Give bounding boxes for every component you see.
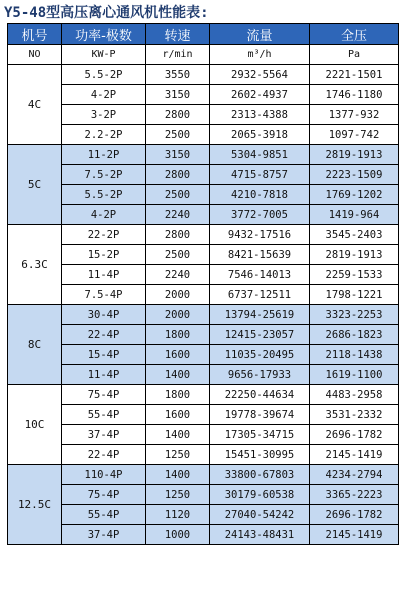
pressure-cell: 1619-1100 xyxy=(310,365,399,385)
flow-cell: 9656-17933 xyxy=(210,365,310,385)
power-cell: 4-2P xyxy=(62,85,146,105)
flow-cell: 24143-48431 xyxy=(210,525,310,545)
header-power: 功率-极数 xyxy=(62,24,146,45)
pressure-cell: 2259-1533 xyxy=(310,265,399,285)
flow-cell: 2065-3918 xyxy=(210,125,310,145)
pressure-cell: 4234-2794 xyxy=(310,465,399,485)
model-cell: 5C xyxy=(8,145,62,225)
header-row xyxy=(8,24,399,45)
table-row xyxy=(8,465,399,485)
speed-cell: 2500 xyxy=(146,125,210,145)
table-row xyxy=(8,365,399,385)
power-cell: 55-4P xyxy=(62,505,146,525)
speed-cell: 2000 xyxy=(146,285,210,305)
flow-cell: 2932-5564 xyxy=(210,65,310,85)
header-pressure: 全压 xyxy=(310,24,399,45)
flow-cell: 3772-7005 xyxy=(210,205,310,225)
power-cell: 3-2P xyxy=(62,105,146,125)
power-cell: 37-4P xyxy=(62,525,146,545)
speed-cell: 3150 xyxy=(146,85,210,105)
model-cell: 4C xyxy=(8,65,62,145)
flow-cell: 5304-9851 xyxy=(210,145,310,165)
model-cell: 10C xyxy=(8,385,62,465)
table-row xyxy=(8,185,399,205)
power-cell: 37-4P xyxy=(62,425,146,445)
pressure-cell: 2221-1501 xyxy=(310,65,399,85)
pressure-cell: 2819-1913 xyxy=(310,245,399,265)
pressure-cell: 1769-1202 xyxy=(310,185,399,205)
speed-cell: 2240 xyxy=(146,205,210,225)
table-row xyxy=(8,525,399,545)
header-model: 机号 xyxy=(8,24,62,45)
power-cell: 30-4P xyxy=(62,305,146,325)
table-row xyxy=(8,425,399,445)
unit-pressure: Pa xyxy=(310,45,399,65)
speed-cell: 2240 xyxy=(146,265,210,285)
flow-cell: 2602-4937 xyxy=(210,85,310,105)
flow-cell: 4210-7818 xyxy=(210,185,310,205)
table-row xyxy=(8,205,399,225)
pressure-cell: 3323-2253 xyxy=(310,305,399,325)
speed-cell: 1400 xyxy=(146,425,210,445)
speed-cell: 1000 xyxy=(146,525,210,545)
page-title: Y5-48型高压离心通风机性能表: xyxy=(4,5,209,21)
table-row xyxy=(8,145,399,165)
flow-cell: 4715-8757 xyxy=(210,165,310,185)
power-cell: 11-4P xyxy=(62,265,146,285)
pressure-cell: 3545-2403 xyxy=(310,225,399,245)
flow-cell: 19778-39674 xyxy=(210,405,310,425)
speed-cell: 2800 xyxy=(146,165,210,185)
flow-cell: 9432-17516 xyxy=(210,225,310,245)
pressure-cell: 2223-1509 xyxy=(310,165,399,185)
speed-cell: 2500 xyxy=(146,185,210,205)
pressure-cell: 1798-1221 xyxy=(310,285,399,305)
units-row xyxy=(8,45,399,65)
power-cell: 7.5-2P xyxy=(62,165,146,185)
table-row xyxy=(8,165,399,185)
flow-cell: 7546-14013 xyxy=(210,265,310,285)
pressure-cell: 2145-1419 xyxy=(310,525,399,545)
pressure-cell: 3531-2332 xyxy=(310,405,399,425)
pressure-cell: 3365-2223 xyxy=(310,485,399,505)
flow-cell: 11035-20495 xyxy=(210,345,310,365)
flow-cell: 6737-12511 xyxy=(210,285,310,305)
pressure-cell: 1419-964 xyxy=(310,205,399,225)
fan-performance-table xyxy=(7,23,399,545)
power-cell: 110-4P xyxy=(62,465,146,485)
flow-cell: 15451-30995 xyxy=(210,445,310,465)
table-row xyxy=(8,105,399,125)
table-row xyxy=(8,385,399,405)
model-cell: 6.3C xyxy=(8,225,62,305)
pressure-cell: 2118-1438 xyxy=(310,345,399,365)
table-row xyxy=(8,85,399,105)
speed-cell: 2000 xyxy=(146,305,210,325)
pressure-cell: 2686-1823 xyxy=(310,325,399,345)
speed-cell: 1800 xyxy=(146,385,210,405)
pressure-cell: 1746-1180 xyxy=(310,85,399,105)
speed-cell: 1400 xyxy=(146,365,210,385)
power-cell: 15-4P xyxy=(62,345,146,365)
power-cell: 22-4P xyxy=(62,445,146,465)
speed-cell: 3150 xyxy=(146,145,210,165)
speed-cell: 2800 xyxy=(146,225,210,245)
power-cell: 22-4P xyxy=(62,325,146,345)
table-row xyxy=(8,285,399,305)
speed-cell: 2800 xyxy=(146,105,210,125)
flow-cell: 22250-44634 xyxy=(210,385,310,405)
pressure-cell: 2145-1419 xyxy=(310,445,399,465)
table-row xyxy=(8,225,399,245)
pressure-cell: 2696-1782 xyxy=(310,505,399,525)
power-cell: 55-4P xyxy=(62,405,146,425)
speed-cell: 1600 xyxy=(146,405,210,425)
table-row xyxy=(8,265,399,285)
pressure-cell: 2819-1913 xyxy=(310,145,399,165)
speed-cell: 1400 xyxy=(146,465,210,485)
speed-cell: 2500 xyxy=(146,245,210,265)
speed-cell: 1600 xyxy=(146,345,210,365)
speed-cell: 1800 xyxy=(146,325,210,345)
unit-flow: m³/h xyxy=(210,45,310,65)
table-row xyxy=(8,345,399,365)
speed-cell: 3550 xyxy=(146,65,210,85)
flow-cell: 2313-4388 xyxy=(210,105,310,125)
unit-speed: r/min xyxy=(146,45,210,65)
speed-cell: 1120 xyxy=(146,505,210,525)
power-cell: 11-2P xyxy=(62,145,146,165)
model-cell: 12.5C xyxy=(8,465,62,545)
flow-cell: 30179-60538 xyxy=(210,485,310,505)
table-body xyxy=(8,65,399,545)
table-row xyxy=(8,125,399,145)
unit-power: KW-P xyxy=(62,45,146,65)
power-cell: 2.2-2P xyxy=(62,125,146,145)
flow-cell: 17305-34715 xyxy=(210,425,310,445)
power-cell: 11-4P xyxy=(62,365,146,385)
flow-cell: 33800-67803 xyxy=(210,465,310,485)
pressure-cell: 1377-932 xyxy=(310,105,399,125)
power-cell: 4-2P xyxy=(62,205,146,225)
power-cell: 75-4P xyxy=(62,385,146,405)
header-flow: 流量 xyxy=(210,24,310,45)
table-row xyxy=(8,445,399,465)
model-cell: 8C xyxy=(8,305,62,385)
table-row xyxy=(8,485,399,505)
table-row xyxy=(8,405,399,425)
flow-cell: 13794-25619 xyxy=(210,305,310,325)
power-cell: 22-2P xyxy=(62,225,146,245)
power-cell: 5.5-2P xyxy=(62,185,146,205)
header-speed: 转速 xyxy=(146,24,210,45)
power-cell: 5.5-2P xyxy=(62,65,146,85)
power-cell: 75-4P xyxy=(62,485,146,505)
table-row xyxy=(8,245,399,265)
pressure-cell: 2696-1782 xyxy=(310,425,399,445)
pressure-cell: 1097-742 xyxy=(310,125,399,145)
power-cell: 7.5-4P xyxy=(62,285,146,305)
unit-model: NO xyxy=(8,45,62,65)
power-cell: 15-2P xyxy=(62,245,146,265)
speed-cell: 1250 xyxy=(146,445,210,465)
table-row xyxy=(8,505,399,525)
table-row xyxy=(8,65,399,85)
speed-cell: 1250 xyxy=(146,485,210,505)
table-row xyxy=(8,325,399,345)
table-row xyxy=(8,305,399,325)
flow-cell: 12415-23057 xyxy=(210,325,310,345)
pressure-cell: 4483-2958 xyxy=(310,385,399,405)
flow-cell: 8421-15639 xyxy=(210,245,310,265)
flow-cell: 27040-54242 xyxy=(210,505,310,525)
